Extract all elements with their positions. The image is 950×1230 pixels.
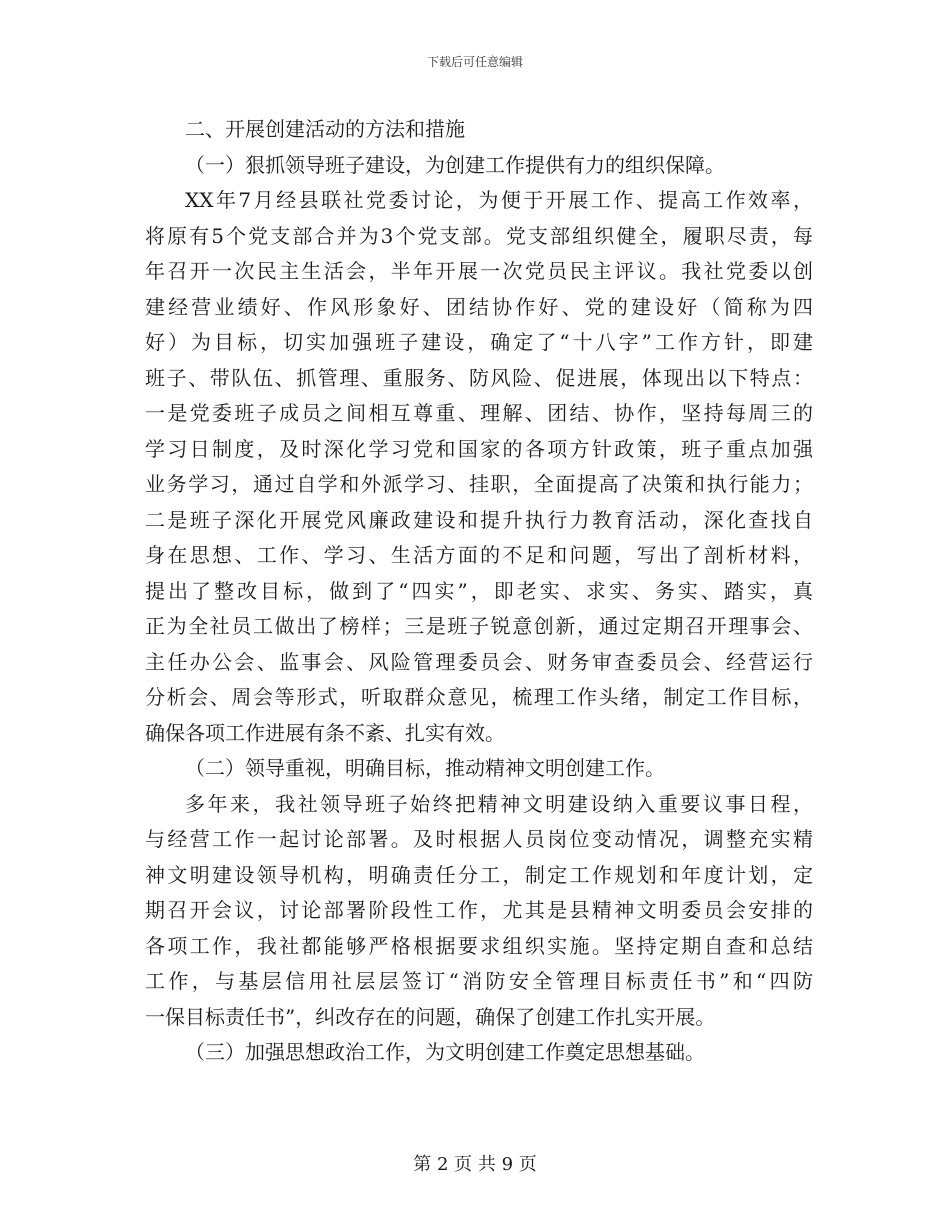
page-header: 下载后可任意编辑	[426, 55, 523, 69]
paragraph-line: 与经营工作一起讨论部署。及时根据人员岗位变动情况，调整充实精	[145, 827, 813, 851]
paragraph-line: 分析会、周会等形式，听取群众意见，梳理工作头绪，制定工作目标，	[145, 685, 813, 709]
subsection-heading-1: （一）狠抓领导班子建设，为创建工作提供有力的组织保障。	[185, 152, 725, 177]
paragraph-line: 学习日制度，及时深化学习党和国家的各项方针政策，班子重点加强	[145, 436, 813, 461]
document-body	[145, 112, 813, 1071]
paragraph-line: 正为全社员工做出了榜样；三是班子锐意创新，通过定期召开理事会、	[145, 614, 813, 638]
paragraph-line: 确保各项工作进展有条不紊、扎实有效。	[145, 720, 505, 745]
paragraph-line: 建经营业绩好、作风形象好、团结协作好、党的建设好（简称为四	[145, 294, 813, 319]
paragraph-line: 一是党委班子成员之间相互尊重、理解、团结、协作，坚持每周三的	[145, 401, 813, 425]
paragraph-line: 身在思想、工作、学习、生活方面的不足和问题，写出了剖析材料，	[145, 543, 813, 567]
paragraph-line: 工作，与基层信用社层层签订“消防安全管理目标责任书”和“四防	[145, 969, 813, 993]
subsection-heading-3: （三）加强思想政治工作，为文明创建工作奠定思想基础。	[185, 1040, 705, 1064]
paragraph-line: 班子、带队伍、抓管理、重服务、防风险、促进展，体现出以下特点：	[145, 365, 813, 390]
paragraph-line: 二是班子深化开展党风廉政建设和提升执行力教育活动，深化查找自	[145, 507, 813, 532]
paragraph-line: 多年来，我社领导班子始终把精神文明建设纳入重要议事日程，	[185, 791, 813, 816]
page-footer: 第 2 页 共 9 页	[413, 1154, 537, 1175]
section-heading: 二、开展创建活动的方法和措施	[185, 117, 465, 141]
paragraph-line: 将原有5个党支部合并为3个党支部。党支部组织健全，履职尽责，每	[145, 223, 813, 248]
subsection-heading-2: （二）领导重视，明确目标，推动精神文明创建工作。	[185, 756, 665, 780]
paragraph-line: 一保目标责任书”，纠改存在的问题，确保了创建工作扎实开展。	[145, 1004, 716, 1029]
paragraph-line: 各项工作，我社都能够严格根据要求组织实施。坚持定期自查和总结	[145, 933, 813, 958]
paragraph-line: 年召开一次民主生活会，半年开展一次党员民主评议。我社党委以创	[145, 259, 813, 283]
paragraph-line: 神文明建设领导机构，明确责任分工，制定工作规划和年度计划，定	[145, 862, 813, 887]
paragraph-line: 好）为目标，切实加强班子建设，确定了“十八字”工作方针，即建	[145, 330, 813, 354]
paragraph-line: 业务学习，通过自学和外派学习、挂职，全面提高了决策和执行能力；	[145, 472, 813, 496]
paragraph-line: XX年7月经县联社党委讨论，为便于开展工作、提高工作效率，	[185, 188, 813, 212]
paragraph-line: 期召开会议，讨论部署阶段性工作，尤其是县精神文明委员会安排的	[145, 898, 813, 922]
paragraph-line: 主任办公会、监事会、风险管理委员会、财务审查委员会、经营运行	[145, 649, 813, 674]
paragraph-line: 提出了整改目标，做到了“四实”，即老实、求实、务实、踏实，真	[145, 578, 813, 603]
